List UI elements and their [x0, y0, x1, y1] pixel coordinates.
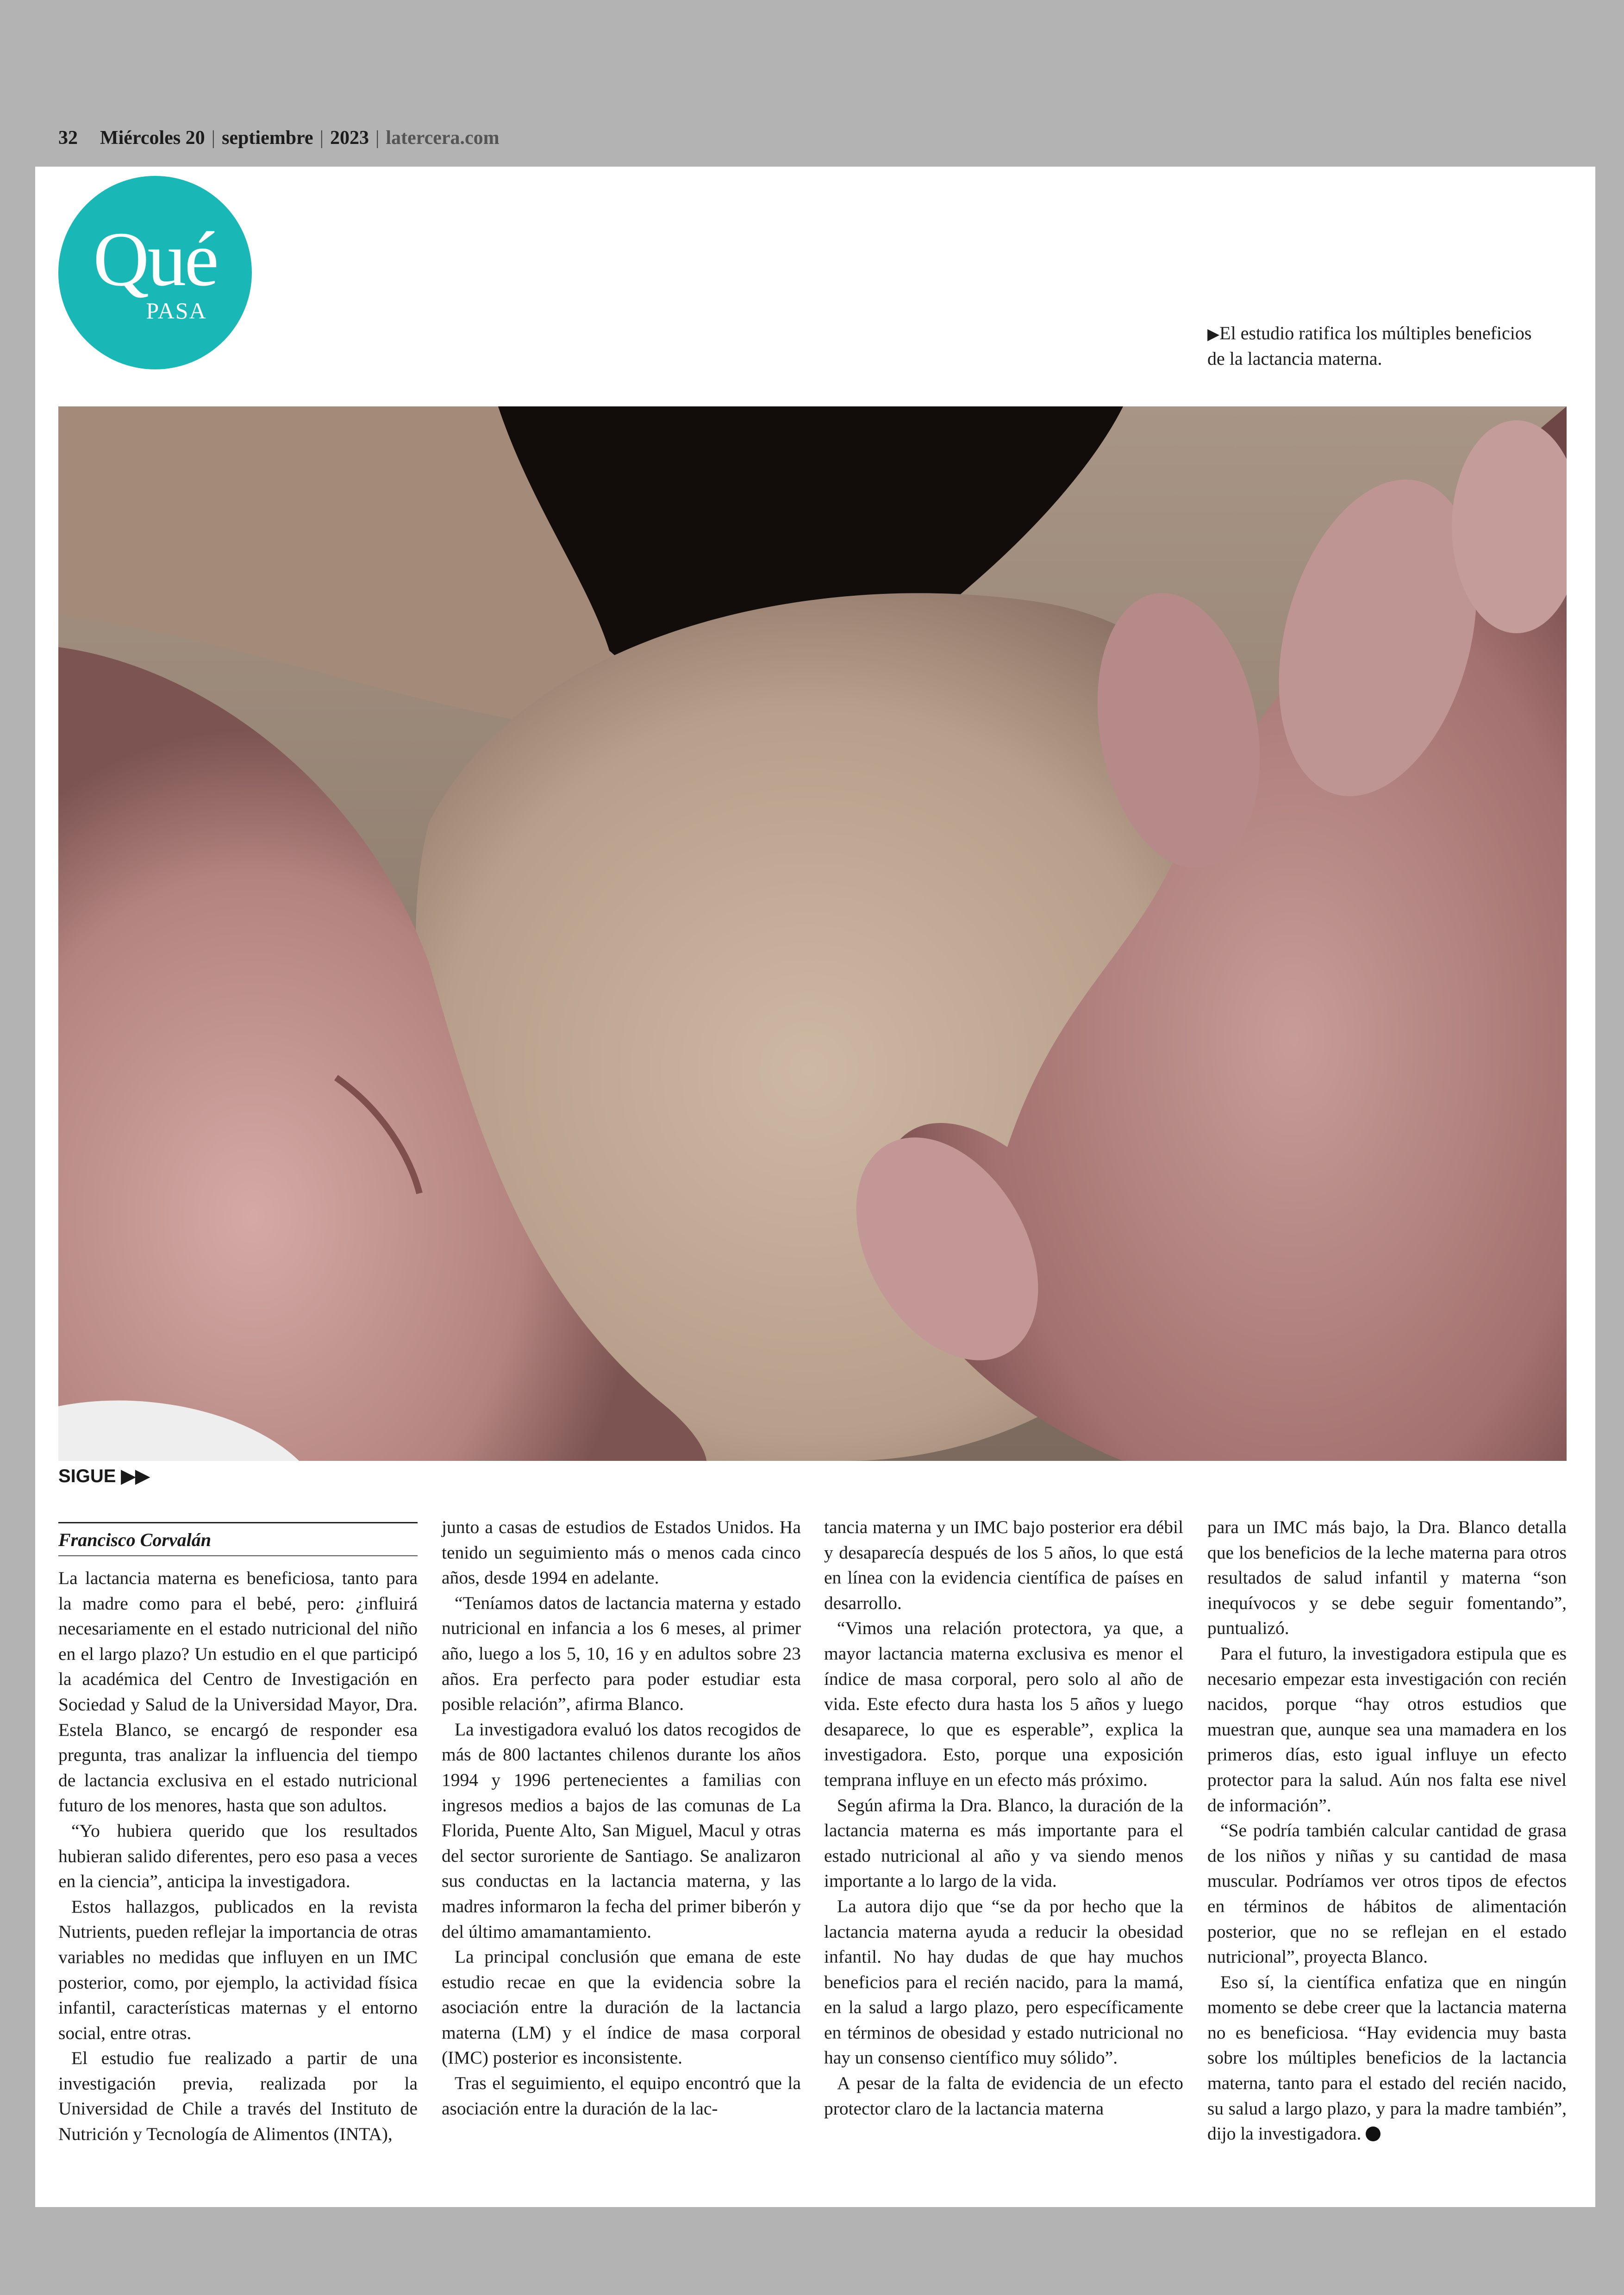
breastfeeding-photo [58, 406, 1567, 1461]
paragraph: Estos hallazgos, publicados en la revista Nutrients, pueden reflejar la importancia de otras variables no medidas que influyen en un IMC posterior, como, por ejemplo, la actividad física infantil, características maternas y el entorno social, entre otras. [58, 1896, 418, 2043]
paragraph [1207, 1970, 1567, 2146]
photo-illustration [58, 406, 1567, 1461]
continued-marker: SIGUE ▶▶ [58, 1466, 150, 1486]
paragraph: tancia materna y un IMC bajo posterior era débil y desaparecía después de los 5 años, lo que está en línea con la evidencia científica de países en desarrollo. [824, 1517, 1183, 1613]
paragraph: Para el futuro, la investigadora estipula que es necesario empezar esta investigación con recién nacidos, porque “hay otros estudios que muestran que, aunque sea una mamadera en los primeros días, esto igual influye un efecto protector para la salud. Aún nos falta ese nivel de información”. [1207, 1643, 1567, 1815]
date-day: Miércoles 20 [100, 127, 205, 149]
site-link[interactable]: latercera.com [386, 127, 500, 149]
article-column-4 [1207, 1515, 1567, 2146]
que-pasa-logo [58, 176, 252, 369]
article-column-3 [824, 1515, 1183, 2121]
caption-text: El estudio ratifica los múltiples beneficios de la lactancia materna. [1207, 323, 1532, 369]
paragraph: para un IMC más bajo, la Dra. Blanco detalla que los beneficios de la leche materna para otros resultados de salud infantil y materna “son inequívocos y se debe seguir fomentando”, puntualizó. [1207, 1517, 1567, 1639]
end-of-article-icon [1366, 2127, 1380, 2141]
paragraph: “Vimos una relación protectora, ya que, a mayor lactancia materna exclusiva es menor el índice de masa corporal, pero solo al año de vida. Este efecto dura hasta los 5 años y luego desaparece, lo que es esperable”, explica la investigadora. Esto, porque una exposición temprana influye en un efecto más próximo. [824, 1618, 1183, 1790]
article-column-1 [58, 1565, 418, 2147]
caption-arrow-icon: ▶ [1207, 326, 1220, 343]
logo-pasa: PASA [146, 298, 207, 324]
paragraph: A pesar de la falta de evidencia de un efecto protector claro de la lactancia materna [824, 2073, 1183, 2119]
folio-line [58, 124, 500, 152]
author-byline: Francisco Corvalán [58, 1522, 418, 1556]
divider: | [319, 127, 324, 149]
paragraph: Según afirma la Dra. Blanco, la duración de la lactancia materna es más importante para el estado nutricional al año y va siendo menos importante a lo largo de la vida. [824, 1795, 1183, 1891]
paragraph: “Yo hubiera querido que los resultados hubieran salido diferentes, pero eso pasa a veces en la ciencia”, anticipa la investigadora. [58, 1820, 418, 1892]
paragraph: La autora dijo que “se da por hecho que la lactancia materna ayuda a reducir la obesidad infantil. No hay dudas de que hay muchos beneficios para el recién nacido, para la mamá, en la salud a largo plazo, pero específicamente en términos de obesidad y estado nutricional no hay un consenso científico muy sólido”. [824, 1896, 1183, 2068]
page-number: 32 [58, 127, 78, 149]
paragraph: “Se podría también calcular cantidad de grasa de los niños y niñas y su cantidad de masa muscular. Podríamos ver otros tipos de efectos en términos de hábitos de alimentación posterior, que no se reflejan en el estado nutricional”, proyecta Blanco. [1207, 1820, 1567, 1967]
photo-caption [1207, 321, 1541, 371]
paragraph: El estudio fue realizado a partir de una investigación previa, realizada por la Universidad de Chile a través del Instituto de Nutrición y Tecnología de Alimentos (INTA), [58, 2048, 418, 2145]
paragraph: La investigadora evaluó los datos recogidos de más de 800 lactantes chilenos durante los años 1994 y 1996 pertenecientes a familias con ingresos medios a bajos de las comunas de La Florida, Puente Alto, San Miguel, Macul y otras del sector suroriente de Santiago. Se analizaron sus conductas en la lactancia materna, y las madres informaron la fecha del primer biberón y del último amamantamiento. [442, 1719, 801, 1942]
paragraph: La principal conclusión que emana de este estudio recae en que la evidencia sobre la asociación entre la duración de la lactancia materna (LM) y el índice de masa corporal (IMC) posterior es inconsistente. [442, 1946, 801, 2068]
paragraph: La lactancia materna es beneficiosa, tanto para la madre como para el bebé, pero: ¿influirá necesariamente en el estado nutricional del niño en el largo plazo? Un estudio en el que participó la académica del Centro de Investigación en Sociedad y Salud de la Universidad Mayor, Dra. Estela Blanco, se encargó de responder esa pregunta, tras analizar la influencia del tiempo de lactancia exclusiva en el estado nutricional futuro de los menores, hasta que son adultos. [58, 1568, 418, 1816]
divider: | [375, 127, 380, 149]
article-column-2 [442, 1515, 801, 2121]
date-year: 2023 [330, 127, 369, 149]
paragraph: junto a casas de estudios de Estados Unidos. Ha tenido un seguimiento más o menos cada cinco años, desde 1994 en adelante. [442, 1517, 801, 1588]
paragraph: “Teníamos datos de lactancia materna y estado nutricional en infancia a los 6 meses, al primer año, luego a los 5, 10, 16 y en adultos sobre 23 años. Era perfecto para poder estudiar esta posible relación”, afirma Blanco. [442, 1592, 801, 1715]
divider: | [211, 127, 216, 149]
logo-que: Qué [93, 216, 217, 302]
paragraph: Tras el seguimiento, el equipo encontró que la asociación entre la duración de la lac- [442, 2073, 801, 2119]
date-month: septiembre [222, 127, 313, 149]
paragraph-text: Eso sí, la científica enfatiza que en ningún momento se debe creer que la lactancia materna no es beneficiosa. “Hay evidencia muy basta sobre los múltiples beneficios de la lactancia materna, tanto para el estado del recién nacido, su salud a largo plazo, y para la madre también”, dijo la investigadora. [1207, 1971, 1567, 2144]
